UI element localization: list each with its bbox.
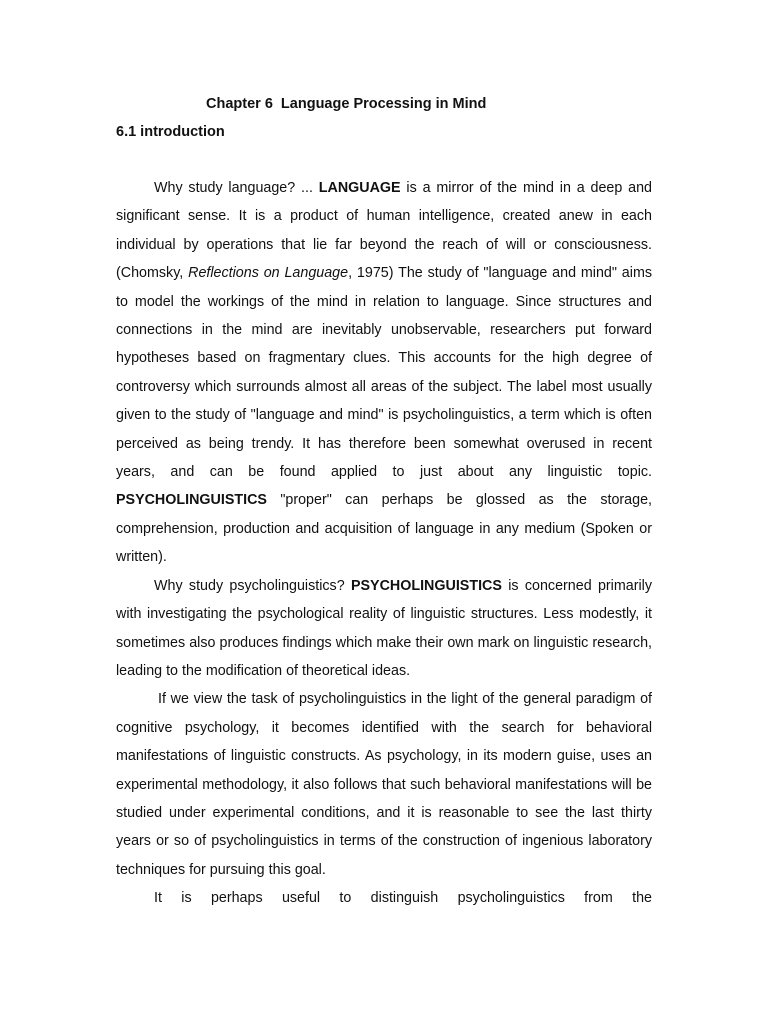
paragraph-1	[116, 174, 652, 572]
text-run: , 1975) The study of "language and mind" aims to model the workings of the mind in relation to language. Since structures and connections in the mind are inevitably unobservable, researchers put forward hypotheses based on fragmentary clues. This accounts for the high degree of controversy which surrounds almost all areas of the subject. The label most usually given to the study of "language and mind" is psycholinguistics, a term which is often perceived as being trendy. It has therefore been somewhat overused in recent years, and can be found applied to just about any linguistic topic.	[116, 265, 652, 481]
text-run: If we view the task of psycholinguistics in the light of the general paradigm of cognitive psychology, it becomes identified with the search for behavioral manifestations of linguistic constructs. As psychology, in its modern guise, uses an experimental methodology, it also follows that such behavioral manifestations will be studied under experimental conditions, and it is reasonable to see the last thirty years or so of psycholinguistics in terms of the construction of ingenious laboratory techniques for pursuing this goal.	[116, 691, 652, 878]
text-run: "proper" can perhaps be glossed as the storage, comprehension, production and acquisition of language in any medium (Spoken or written).	[116, 492, 652, 566]
section-heading: 6.1 introduction	[116, 124, 225, 140]
text-run: is a mirror of the mind in a deep and significant sense. It is a product of human intelligence, created anew in each individual by operations that lie far beyond the reach of will or consciousness. (Chomsky,	[116, 180, 652, 282]
text-run: Why study language? ...	[154, 180, 319, 196]
document-body	[116, 174, 652, 913]
paragraph-2	[116, 572, 652, 686]
bold-term-psycholinguistics: PSYCHOLINGUISTICS	[350, 577, 502, 594]
text-run: is concerned primarily with investigating the psychological reality of linguistic structures. Less modestly, it sometimes also produces findings which make their own mark on linguistic research, leading to the modification of theoretical ideas.	[116, 577, 652, 679]
paragraph-3	[116, 685, 652, 884]
text-run: Why study psycholinguistics?	[154, 577, 351, 594]
text-run: It is perhaps useful to distinguish psycholinguistics from the	[154, 890, 652, 907]
bold-term-psycholinguistics: PSYCHOLINGUISTICS	[116, 492, 267, 509]
bold-term-language: LANGUAGE	[318, 180, 401, 196]
italic-citation-title: Reflections on Language	[188, 265, 349, 282]
chapter-title: Chapter 6 Language Processing in Mind	[206, 96, 487, 112]
paragraph-4	[116, 884, 652, 912]
